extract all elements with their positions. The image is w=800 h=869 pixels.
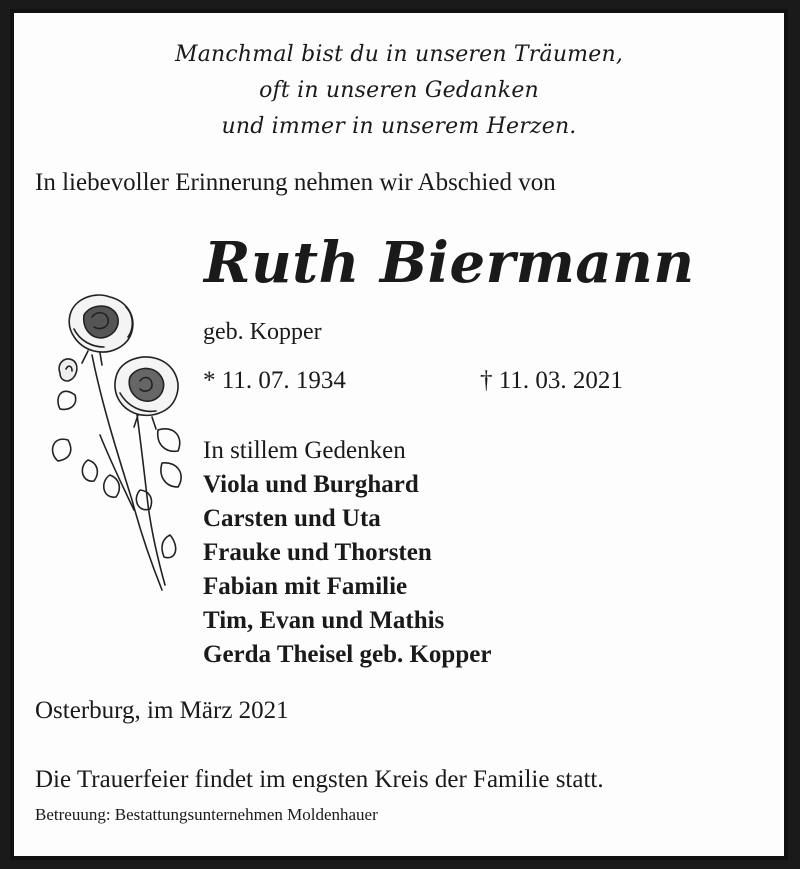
poem-line: und immer in unserem Herzen. <box>221 114 577 139</box>
undertaker-credit: Betreuung: Bestattungsunternehmen Moldenhauer <box>35 805 378 824</box>
birth-date: * 11. 07. 1934 <box>203 367 346 394</box>
maiden-name: geb. Kopper <box>203 319 322 345</box>
poem-line: Manchmal bist du in unseren Träumen, <box>174 42 624 67</box>
mourners-list <box>203 434 491 672</box>
death-date: † 11. 03. 2021 <box>480 367 623 394</box>
obituary-notice <box>10 9 788 860</box>
mourner-entry: Carsten und Uta <box>203 505 381 532</box>
memorial-poem <box>14 37 784 145</box>
intro-text: In liebevoller Erinnerung nehmen wir Abschied von <box>35 169 556 196</box>
mourner-entry: Viola und Burghard <box>203 471 419 498</box>
roses-icon <box>40 285 190 600</box>
mourners-heading: In stillem Gedenken <box>203 437 406 464</box>
deceased-name: Ruth Biermann <box>204 230 695 296</box>
place-and-date: Osterburg, im März 2021 <box>35 697 289 724</box>
mourner-entry: Fabian mit Familie <box>203 573 408 600</box>
poem-line: oft in unseren Gedanken <box>259 78 539 103</box>
mourner-entry: Tim, Evan und Mathis <box>203 607 445 634</box>
ceremony-note: Die Trauerfeier findet im engsten Kreis der Familie statt. <box>35 766 604 793</box>
mourner-entry: Gerda Theisel geb. Kopper <box>203 641 492 668</box>
mourner-entry: Frauke und Thorsten <box>203 539 432 566</box>
